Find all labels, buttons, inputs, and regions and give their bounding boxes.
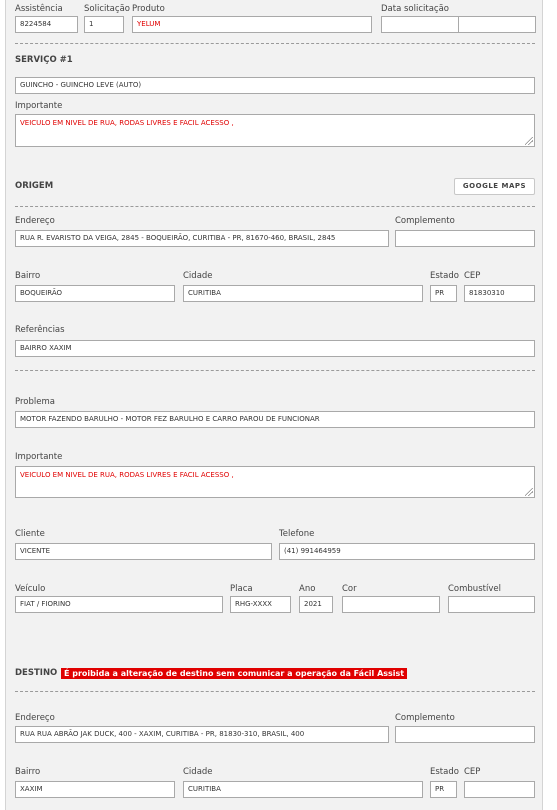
origem-estado-field[interactable]: PR bbox=[430, 285, 457, 302]
solicitacao-field[interactable]: 1 bbox=[84, 16, 124, 33]
problema-importante-textarea[interactable] bbox=[15, 466, 535, 498]
produto-label: Produto bbox=[132, 4, 165, 14]
problema-field[interactable]: MOTOR FAZENDO BARULHO - MOTOR FEZ BARULHO E CARRO PAROU DE FUNCIONAR bbox=[15, 411, 535, 428]
veiculo-field[interactable]: FIAT / FIORINO bbox=[15, 596, 223, 613]
telefone-field[interactable]: (41) 991464959 bbox=[279, 543, 535, 560]
servico-title: SERVIÇO #1 bbox=[15, 55, 73, 65]
origem-estado-label: Estado bbox=[430, 271, 459, 281]
placa-label: Placa bbox=[230, 584, 253, 594]
problema-importante-text: VEICULO EM NIVEL DE RUA, RODAS LIVRES E FACIL ACESSO , bbox=[20, 471, 234, 479]
origem-cidade-field[interactable]: CURITIBA bbox=[183, 285, 423, 302]
placa-field[interactable]: RHG-XXXX bbox=[230, 596, 291, 613]
destino-complemento-label: Complemento bbox=[395, 713, 455, 723]
section-divider bbox=[15, 43, 535, 44]
origem-bairro-field[interactable]: BOQUEIRÃO bbox=[15, 285, 175, 302]
service-form-panel bbox=[5, 0, 543, 810]
cliente-label: Cliente bbox=[15, 529, 45, 539]
section-divider bbox=[15, 370, 535, 371]
origem-endereco-label: Endereço bbox=[15, 216, 55, 226]
cliente-field[interactable]: VICENTE bbox=[15, 543, 272, 560]
problema-label: Problema bbox=[15, 397, 55, 407]
origem-complemento-field[interactable] bbox=[395, 230, 535, 247]
destino-cep-label: CEP bbox=[464, 767, 481, 777]
ano-field[interactable]: 2021 bbox=[299, 596, 333, 613]
servico-importante-label: Importante bbox=[15, 101, 63, 111]
origem-cep-field[interactable]: 81830310 bbox=[464, 285, 535, 302]
destino-estado-field[interactable]: PR bbox=[430, 781, 457, 798]
resize-grip-icon[interactable] bbox=[525, 488, 533, 496]
telefone-label: Telefone bbox=[279, 529, 315, 539]
section-divider bbox=[15, 206, 535, 207]
destino-complemento-field[interactable] bbox=[395, 726, 535, 743]
servico-field[interactable]: GUINCHO - GUINCHO LEVE (AUTO) bbox=[15, 77, 535, 94]
destino-warning-badge: É proibida a alteração de destino sem comunicar a operação da Fácil Assist bbox=[61, 668, 407, 679]
origem-cep-label: CEP bbox=[464, 271, 481, 281]
resize-grip-icon[interactable] bbox=[525, 137, 533, 145]
data-solicitacao-label: Data solicitação bbox=[381, 4, 450, 14]
assistencia-label: Assistência bbox=[15, 4, 63, 14]
data-solicitacao-field[interactable] bbox=[381, 16, 459, 33]
origem-cidade-label: Cidade bbox=[183, 271, 213, 281]
destino-cidade-field[interactable]: CURITIBA bbox=[183, 781, 423, 798]
ano-label: Ano bbox=[299, 584, 316, 594]
destino-title: DESTINO bbox=[15, 668, 58, 678]
destino-bairro-field[interactable]: XAXIM bbox=[15, 781, 175, 798]
produto-field[interactable]: YELUM bbox=[132, 16, 372, 33]
combustivel-label: Combustível bbox=[448, 584, 501, 594]
destino-bairro-label: Bairro bbox=[15, 767, 41, 777]
combustivel-field[interactable] bbox=[448, 596, 535, 613]
destino-cep-field[interactable] bbox=[464, 781, 535, 798]
origem-bairro-label: Bairro bbox=[15, 271, 41, 281]
servico-importante-textarea[interactable] bbox=[15, 114, 535, 147]
destino-estado-label: Estado bbox=[430, 767, 459, 777]
veiculo-label: Veículo bbox=[15, 584, 46, 594]
destino-endereco-label: Endereço bbox=[15, 713, 55, 723]
destino-endereco-field[interactable]: RUA RUA ABRÃO JAK DUCK, 400 - XAXIM, CURITIBA - PR, 81830-310, BRASIL, 400 bbox=[15, 726, 389, 743]
cor-label: Cor bbox=[342, 584, 357, 594]
section-divider bbox=[15, 691, 535, 692]
origem-complemento-label: Complemento bbox=[395, 216, 455, 226]
solicitacao-label: Solicitação bbox=[84, 4, 130, 14]
destino-cidade-label: Cidade bbox=[183, 767, 213, 777]
servico-importante-text: VEICULO EM NIVEL DE RUA, RODAS LIVRES E FACIL ACESSO , bbox=[20, 119, 234, 127]
referencias-field[interactable]: BAIRRO XAXIM bbox=[15, 340, 535, 357]
referencias-label: Referências bbox=[15, 325, 65, 335]
problema-importante-label: Importante bbox=[15, 452, 63, 462]
cor-field[interactable] bbox=[342, 596, 440, 613]
origem-title: ORIGEM bbox=[15, 181, 54, 191]
hora-solicitacao-field[interactable] bbox=[458, 16, 536, 33]
assistencia-field[interactable]: 8224584 bbox=[15, 16, 78, 33]
google-maps-button[interactable]: GOOGLE MAPS bbox=[454, 178, 535, 195]
origem-endereco-field[interactable]: RUA R. EVARISTO DA VEIGA, 2845 - BOQUEIRÃO, CURITIBA - PR, 81670-460, BRASIL, 2845 bbox=[15, 230, 389, 247]
